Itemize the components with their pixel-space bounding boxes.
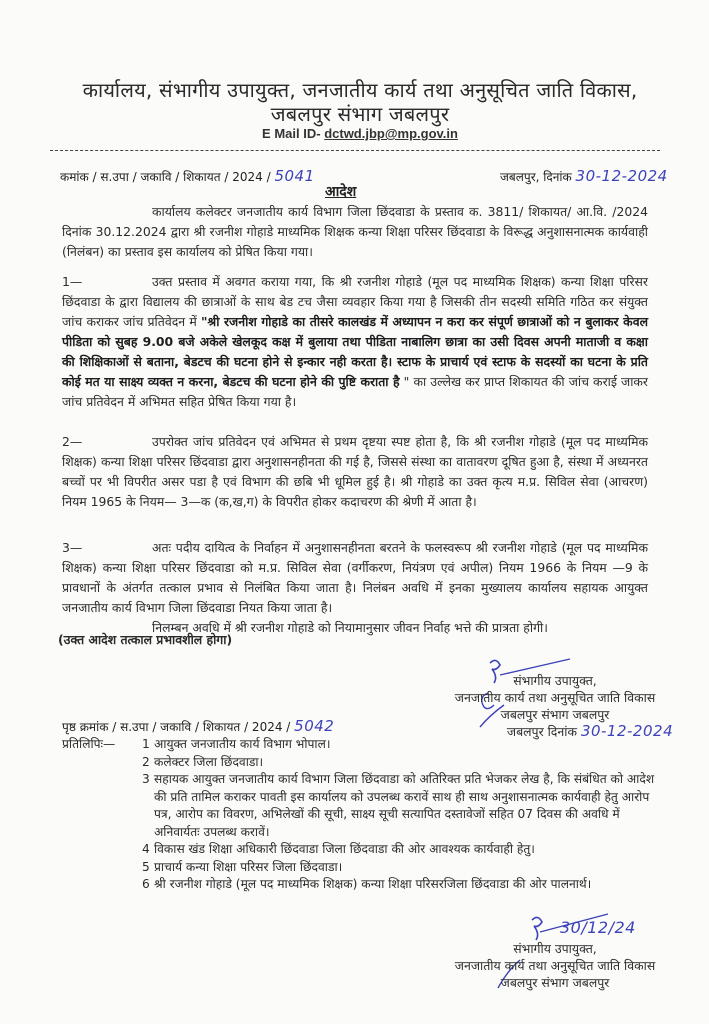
copy-items (142, 736, 662, 894)
handwritten-date: 30-12-2024 (575, 167, 668, 185)
paragraph-number: 2— (62, 434, 83, 449)
paragraph-2 (62, 432, 648, 512)
office-name-line2: जबलपुर संभाग जबलपुर (270, 102, 450, 126)
copy-item-number: 3 (142, 772, 150, 786)
intro-paragraph (62, 202, 648, 262)
signatory-department: जनजातीय कार्य तथा अनुसूचित जाति विकास (454, 958, 656, 973)
signatory-department: जनजातीय कार्य तथा अनुसूचित जाति विकास (454, 690, 656, 705)
copy-item-number: 4 (142, 842, 150, 856)
paragraph-3 (62, 538, 648, 638)
reference-handwritten-number: 5041 (274, 167, 315, 185)
office-name-line1: कार्यालय, संभागीय उपायुक्त, जनजातीय कार्य तथा अनुसूचित जाति विकास, (82, 78, 638, 102)
order-title: आदेश (325, 184, 357, 200)
email-label: E Mail ID- (262, 126, 321, 141)
paragraph-3-text: अतः पदीय दायित्व के निर्वाहन में अनुशासनहीनता बरतने के फलस्वरूप श्री रजनीश गोहाडे (मूल पद माध्यमिक शिक्षक) कन्या शिक्षा परिसर छिंदवाडा को म.प्र. सिविल सेवा (वर्गीकरण, नियंत्रण एवं अपील) नियम 1966 के नियम —9 के प्रावधानों के अंतर्गत तत्काल प्रभाव से निलंबित किया जाता है। निलंबन अवधि में इनका मुख्यालय कार्यालय सहायक आयुक्त जनजातीय कार्य विभाग जिला छिंदवाडा नियत किया जाता है। (62, 540, 648, 615)
copy-list-item (142, 736, 662, 754)
email-link[interactable]: dctwd.jbp@mp.gov.in (324, 126, 458, 141)
copy-list (62, 736, 662, 894)
copy-list-item (142, 754, 662, 772)
email-line (60, 126, 660, 141)
copy-item-text: विकास खंड शिक्षा अधिकारी छिंदवाडा जिला छिंदवाडा की ओर आवश्यक कार्यवाही हेतु। (154, 842, 535, 856)
signatory-title: संभागीय उपायुक्त, (513, 673, 597, 688)
copy-item-text: सहायक आयुक्त जनजातीय कार्य विभाग जिला छिंदवाडा को अतिरिक्त प्रति भेजकर लेख है, कि संबंधित को आदेश की प्रति तामिल कराकर पावती इस कार्यालय को उपलब्ध करावें साथ ही साथ अनुशासनात्मक कार्यवाही हेतु आरोप पत्र, आरोप का विवरण, अभिलेखों की सूची, साक्ष्य सूची सत्यापित दस्तावेजों सहित 07 दिवस की अवधि में अनिवार्यतः उपलब्ध करावें। (154, 772, 655, 839)
copy-item-text: कलेक्टर जिला छिंदवाडा। (154, 754, 264, 769)
copy-item-text: श्री रजनीश गोहाडे (मूल पद माध्यमिक शिक्षक) कन्या शिक्षा परिसरजिला छिंदवाडा की ओर पालनार्थ। (154, 877, 592, 891)
paragraph-number: 1— (62, 274, 83, 289)
copy-label: प्रतिलिपिः— (62, 737, 116, 751)
copy-list-item (142, 859, 662, 877)
paragraph-number: 3— (62, 540, 83, 555)
copy-list-item (142, 841, 662, 859)
paragraph-1-text: उक्त प्रस्ताव में अवगत कराया गया, कि श्री रजनीश गोहाडे (मूल पद माध्यमिक शिक्षक) कन्या शिक्षा परिसर छिंदवाडा के द्वारा विद्यालय की छात्राओं के साथ बेड टच जैसा व्यवहार किया गया है जिसकी तीन सदस्यी समिति गठित कर संयुक्त जांच कराकर जांच प्रतिवेदन में (62, 274, 648, 329)
paragraph-2-text: उपरोक्त जांच प्रतिवेदन एवं अभिमत से प्रथम दृष्टया स्पष्ट होता है, कि श्री रजनीश गोहाडे (मूल पद माध्यमिक शिक्षक) कन्या शिक्षा परिसर छिंदवाडा द्वारा अनुशासनहीनता की गई है, जिससे संस्था का वातावरण दूषित हुआ है, संस्था में अध्यनरत बच्चों पर भी विपरीत असर पडा है एवं विभाग की छबि भी धूमिल हुई है। श्री गोहाडे का उक्त कृत्य म.प्र. सिविल सेवा (आचरण) नियम 1965 के नियम— 3—क (क,ख,ग) के विपरीत होकर कदाचरण की श्रेणी में आता है। (62, 434, 648, 509)
place-date-label: जबलपुर, दिनांक (500, 170, 572, 184)
signature-block-2 (410, 940, 700, 991)
signature-2-handwritten-date: 30/12/24 (560, 918, 636, 937)
endorsement-prefix: पृष्ठ क्रमांक / स.उपा / जकावि / शिकायत / 2024 / (62, 720, 291, 734)
signature-block-1 (410, 672, 700, 740)
endorsement-handwritten-number: 5042 (294, 717, 335, 735)
signatory-division: जबलपुर संभाग जबलपुर (500, 975, 610, 990)
effective-note: (उक्त आदेश तत्काल प्रभावशील होगा) (58, 632, 233, 647)
endorsement-number (62, 718, 334, 735)
copy-item-number: 5 (142, 859, 150, 874)
copy-list-item (142, 771, 662, 841)
reference-prefix: कमांक / स.उपा / जकावि / शिकायत / 2024 / (60, 170, 271, 184)
reference-number (60, 168, 315, 185)
copy-item-text: आयुक्त जनजातीय कार्य विभाग भोपाल। (154, 737, 331, 751)
copy-list-item (142, 876, 662, 894)
signature-handwritten-date: 30-12-2024 (580, 722, 674, 740)
intro-text: कार्यालय कलेक्टर जनजातीय कार्य विभाग जिला छिंदवाडा के प्रस्ताव क. 3811/ शिकायत/ आ.वि. /2024 दिनांक 30.12.2024 द्वारा श्री रजनीश गोहाडे माध्यमिक शिक्षक कन्या शिक्षा परिसर छिंदवाडा के विरूद्ध अनुशासनात्मक कार्यवाही (निलंबन) का प्रस्ताव इस कार्यालय को प्रेषित किया गया। (62, 204, 648, 259)
paragraph-1-quote: "श्री रजनीश गोहाडे का तीसरे कालखंड में अध्यापन न करा कर संपूर्ण छात्राओं को न बुलाकर केवल पीडिता को सुबह 9.00 बजे अकेले खेलकूद कक्ष में बुलाया तथा पीडिता नाबालिग छात्रा का उसी दिवस अपनी माताजी व कक्षा की शिक्षिकाओं से बताना, बेडटच की घटना होने से इन्कार नही करता है। स्टाफ के प्राचार्य एवं स्टाफ के सदस्यों का घटना के प्रति कोई मत या साक्ष्य व्यक्त न करना, बेडटच की घटना होने की पुष्टि कराता है (62, 314, 648, 389)
paragraph-1-tail: " का उल्लेख कर प्राप्त शिकायत की जांच कराई जाकर जांच प्रतिवेदन में अभिमत सहित प्रेषित किया गया है। (62, 374, 649, 409)
reference-date (500, 168, 668, 185)
copy-item-number: 6 (142, 877, 150, 891)
copy-item-number: 2 (142, 754, 150, 769)
paragraph-1 (62, 272, 648, 412)
signatory-division: जबलपुर संभाग जबलपुर (500, 707, 610, 722)
signature-date-label: जबलपुर दिनांक (506, 724, 577, 739)
signatory-title: संभागीय उपायुक्त, (513, 941, 597, 956)
copy-item-text: प्राचार्य कन्या शिक्षा परिसर जिला छिंदवाडा। (154, 859, 343, 874)
header-divider (50, 150, 660, 151)
copy-item-number: 1 (142, 737, 150, 751)
paragraph-3-continuation: निलम्बन अवधि में श्री रजनीश गोहाडे को नियामानुसार जीवन निर्वाह भत्ते की प्रात्रता होगी। (152, 620, 548, 635)
